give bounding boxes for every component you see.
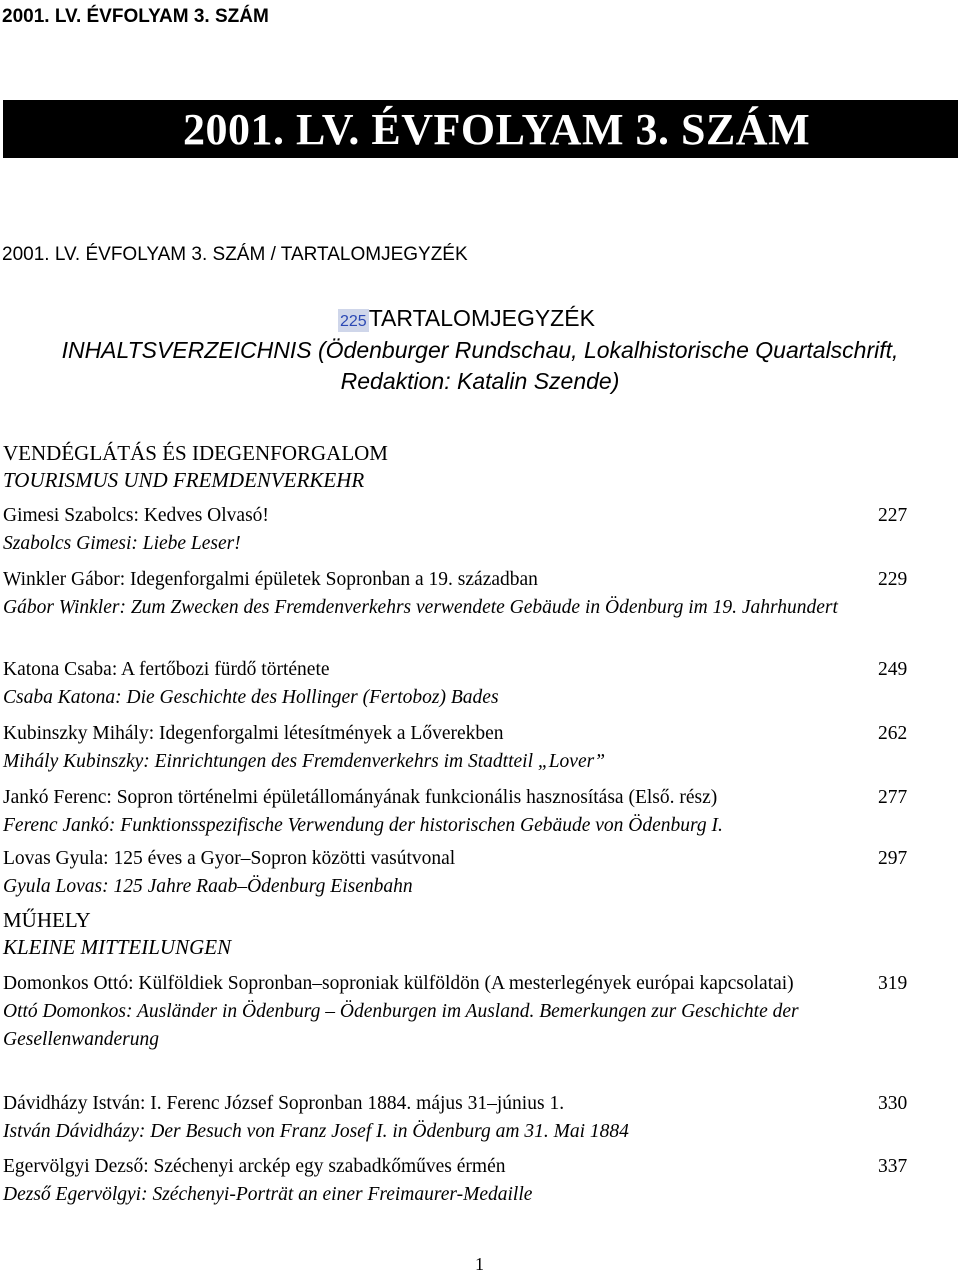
entry-page-number: 330 xyxy=(878,1093,908,1114)
entry-title-hu: Winkler Gábor: Idegenforgalmi épületek Sopronban a 19. században xyxy=(3,569,538,590)
entry-page-number: 262 xyxy=(878,723,908,744)
toc-title: TARTALOMJEGYZÉK xyxy=(368,305,595,331)
entry-title-hu: Dávidházy István: I. Ferenc József Sopronban 1884. május 31–június 1. xyxy=(3,1093,565,1114)
entry-page-number: 277 xyxy=(878,787,908,808)
entry-title-de: Mihály Kubinszky: Einrichtungen des Fremdenverkehrs im Stadtteil „Lover” xyxy=(3,751,606,772)
toc-entry xyxy=(3,566,863,622)
entry-page-number: 249 xyxy=(878,659,908,680)
footer-page-number: 1 xyxy=(475,1254,484,1274)
section-heading-hu: MŰHELY xyxy=(3,908,91,932)
entry-title-de: Dezső Egervölgyi: Széchenyi-Porträt an einer Freimaurer-Medaille xyxy=(3,1184,533,1205)
entry-title-hu: Katona Csaba: A fertőbozi fürdő története xyxy=(3,659,330,680)
entry-title-de: Ottó Domonkos: Ausländer in Ödenburg – Ödenburgen im Ausland. Bemerkungen zur Geschichte der Gesellenwanderung xyxy=(3,1001,799,1050)
section-heading-de: TOURISMUS UND FREMDENVERKEHR xyxy=(3,468,365,492)
entry-page-number: 229 xyxy=(878,569,908,590)
entry-page-number: 227 xyxy=(878,505,908,526)
section-heading-hu: VENDÉGLÁTÁS ÉS IDEGENFORGALOM xyxy=(3,441,388,465)
entry-page-number: 337 xyxy=(878,1156,908,1177)
entry-title-de: Gábor Winkler: Zum Zwecken des Fremdenverkehrs verwendete Gebäude in Ödenburg im 19. Jahrhundert xyxy=(3,597,838,618)
breadcrumb: 2001. LV. ÉVFOLYAM 3. SZÁM / TARTALOMJEGYZÉK xyxy=(2,244,468,265)
entry-title-hu: Lovas Gyula: 125 éves a Gyor–Sopron közötti vasútvonal xyxy=(3,848,456,869)
toc-entry xyxy=(3,970,803,1054)
toc-heading xyxy=(338,305,595,332)
entry-title-de: Szabolcs Gimesi: Liebe Leser! xyxy=(3,533,241,554)
entry-title-hu: Jankó Ferenc: Sopron történelmi épületállományának funkcionális hasznosítása (Első. rész) xyxy=(3,787,718,808)
entry-title-hu: Kubinszky Mihály: Idegenforgalmi létesítmények a Lőverekben xyxy=(3,723,504,744)
toc-subtitle-line2: Redaktion: Katalin Szende) xyxy=(340,368,620,394)
entry-title-de: Gyula Lovas: 125 Jahre Raab–Ödenburg Eisenbahn xyxy=(3,876,413,897)
entry-title-hu: Egervölgyi Dezső: Széchenyi arckép egy szabadkőműves érmén xyxy=(3,1156,506,1177)
toc-entry xyxy=(3,656,863,712)
section-heading-de: KLEINE MITTEILUNGEN xyxy=(3,935,232,959)
entry-page-number: 297 xyxy=(878,848,908,869)
banner-title: 2001. LV. ÉVFOLYAM 3. SZÁM xyxy=(183,105,811,154)
entry-title-de: Ferenc Jankó: Funktionsspezifische Verwendung der historischen Gebäude von Ödenburg I. xyxy=(3,815,723,836)
toc-entry xyxy=(3,1090,863,1146)
toc-entry xyxy=(3,784,863,840)
entry-title-de: Csaba Katona: Die Geschichte des Hollinger (Fertoboz) Bades xyxy=(3,687,499,708)
toc-page-link[interactable]: 225 xyxy=(338,309,369,332)
entry-title-de: István Dávidházy: Der Besuch von Franz Josef I. in Ödenburg am 31. Mai 1884 xyxy=(3,1121,629,1142)
entry-page-number: 319 xyxy=(878,973,908,994)
entry-title-hu: Domonkos Ottó: Külföldiek Sopronban–soproniak külföldön (A mesterlegények európai kapcsolatai) xyxy=(3,973,794,994)
toc-subtitle-line1: INHALTSVERZEICHNIS (Ödenburger Rundschau, Lokalhistorische Quartalschrift, xyxy=(61,337,899,363)
toc-entry xyxy=(3,1153,863,1209)
page-header-title: 2001. LV. ÉVFOLYAM 3. SZÁM xyxy=(2,6,269,27)
entry-title-hu: Gimesi Szabolcs: Kedves Olvasó! xyxy=(3,505,269,526)
toc-entry xyxy=(3,502,863,558)
toc-entry xyxy=(3,845,863,901)
toc-entry xyxy=(3,720,863,776)
